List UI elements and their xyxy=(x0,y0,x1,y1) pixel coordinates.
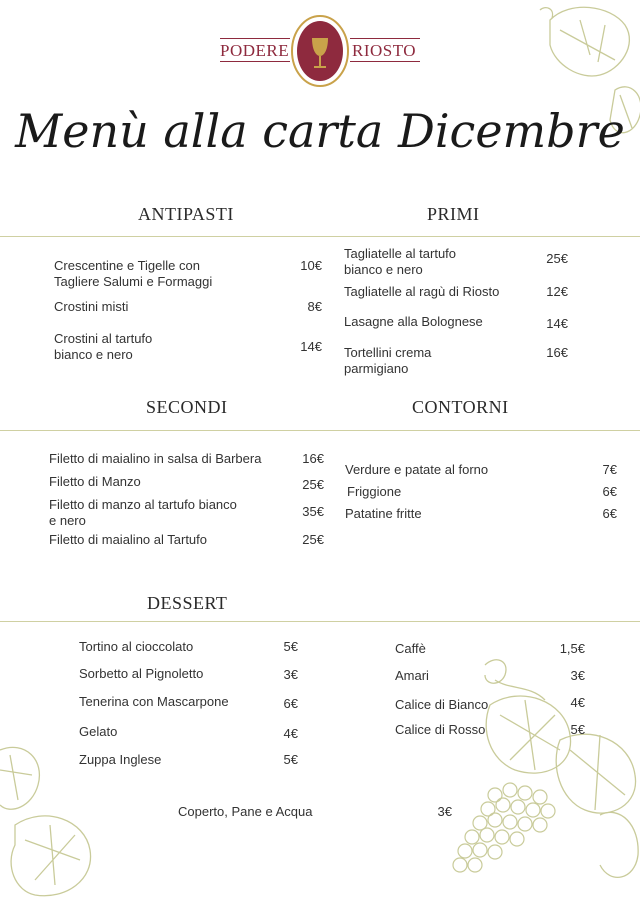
menu-item-price: 5€ xyxy=(283,639,298,654)
brand-right-word: RIOSTO xyxy=(352,41,417,60)
menu-item-name: Tortino al cioccolato xyxy=(79,639,194,654)
menu-item-name: Crescentine e Tigelle con Tagliere Salumi e Formaggi xyxy=(54,258,213,289)
menu-item-name: Crostini al tartufo bianco e nero xyxy=(54,331,153,362)
cover-charge-label: Coperto, Pane e Acqua xyxy=(178,804,313,819)
menu-item-name: Amari xyxy=(395,668,429,683)
brand-logo xyxy=(220,14,420,88)
menu-item-price: 4€ xyxy=(283,726,298,741)
menu-item-name: Caffè xyxy=(395,641,426,656)
brand-seal-icon xyxy=(290,14,350,88)
menu-item-name: Sorbetto al Pignoletto xyxy=(79,666,204,681)
menu-item-name: Crostini misti xyxy=(54,299,129,314)
menu-item-price: 3€ xyxy=(570,668,585,683)
menu-item-name: Zuppa Inglese xyxy=(79,752,162,767)
menu-item-price: 8€ xyxy=(307,299,322,314)
menu-item-price: 1,5€ xyxy=(559,641,585,656)
menu-item-name: Tagliatelle al ragù di Riosto xyxy=(344,284,500,299)
section-heading-antipasti: ANTIPASTI xyxy=(138,204,234,224)
menu-item-price: 25€ xyxy=(546,251,568,266)
menu-item-name: Tenerina con Mascarpone xyxy=(79,694,229,709)
brand-left-word: PODERE xyxy=(220,41,290,60)
section-divider xyxy=(0,621,640,622)
menu-title: Menù alla carta Dicembre xyxy=(15,104,625,158)
menu-item-price: 5€ xyxy=(283,752,298,767)
menu-item-price: 16€ xyxy=(302,451,324,466)
grape-vine-bottom-right-decoration xyxy=(450,655,640,905)
section-heading-primi: PRIMI xyxy=(427,204,480,224)
section-divider xyxy=(0,236,640,237)
brand-rule-right-bottom xyxy=(350,61,420,62)
menu-item-name: Gelato xyxy=(79,724,118,739)
menu-item-price: 35€ xyxy=(302,504,324,519)
menu-item-name: Filetto di Manzo xyxy=(49,474,141,489)
menu-item-price: 3€ xyxy=(283,667,298,682)
menu-item-price: 6€ xyxy=(602,506,617,521)
menu-item-name: Friggione xyxy=(347,484,402,499)
section-heading-dessert: DESSERT xyxy=(147,593,228,613)
section-heading-secondi: SECONDI xyxy=(146,397,228,417)
menu-item-price: 25€ xyxy=(302,532,324,547)
menu-item-name: Calice di Rosso xyxy=(395,722,486,737)
brand-rule-left-top xyxy=(220,38,290,39)
menu-item-price: 5€ xyxy=(570,722,585,737)
section-divider xyxy=(0,430,640,431)
brand-rule-right-top xyxy=(350,38,420,39)
menu-item-price: 12€ xyxy=(546,284,568,299)
cover-charge-price: 3€ xyxy=(437,804,452,819)
menu-item-name: Patatine fritte xyxy=(345,506,422,521)
menu-item-name: Filetto di maialino al Tartufo xyxy=(49,532,208,547)
menu-item-name: Calice di Bianco xyxy=(395,697,489,712)
menu-item-price: 6€ xyxy=(283,696,298,711)
menu-item-price: 14€ xyxy=(546,316,568,331)
menu-item-price: 7€ xyxy=(602,462,617,477)
menu-item-name: Filetto di maialino in salsa di Barbera xyxy=(49,451,262,466)
menu-item-price: 25€ xyxy=(302,477,324,492)
menu-item-price: 6€ xyxy=(602,484,617,499)
section-heading-contorni: CONTORNI xyxy=(412,397,509,417)
menu-item-name: Tagliatelle al tartufo bianco e nero xyxy=(344,246,457,277)
menu-item-price: 10€ xyxy=(300,258,322,273)
menu-item-name: Filetto di manzo al tartufo bianco e nero xyxy=(49,497,237,528)
menu-item-name: Verdure e patate al forno xyxy=(345,462,489,477)
menu-item-price: 16€ xyxy=(546,345,568,360)
menu-item-price: 14€ xyxy=(300,339,322,354)
brand-rule-left-bottom xyxy=(220,61,290,62)
menu-item-name: Lasagne alla Bolognese xyxy=(344,314,483,329)
menu-item-price: 4€ xyxy=(570,695,585,710)
menu-item-name: Tortellini crema parmigiano xyxy=(344,345,432,376)
